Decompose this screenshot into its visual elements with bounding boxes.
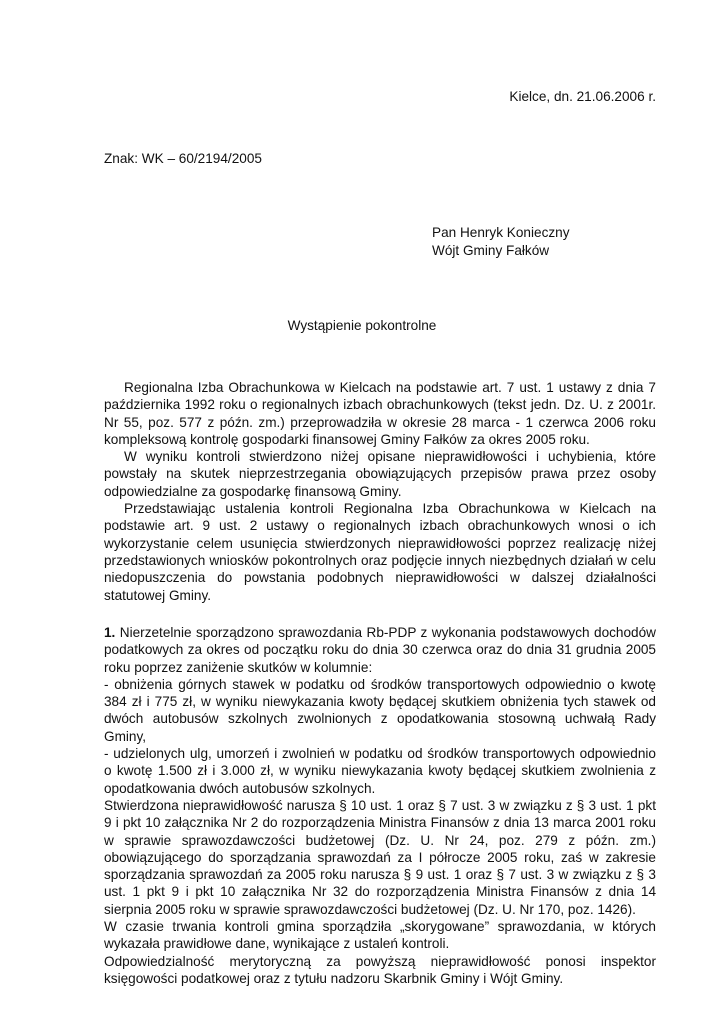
responsibility-paragraph: Odpowiedzialność merytoryczną za powyższą nieprawidłowość ponosi inspektor księgowości podatkowej oraz z tytułu nadzoru Skarbnik Gminy i Wójt Gminy.	[104, 953, 656, 986]
finding-item-1: - obniżenia górnych stawek w podatku od środków transportowych odpowiednio o kwotę 384 zł i 775 zł, w wyniku niewykazania kwoty będącej skutkiem obniżenia tych stawek od dwóch autobusów szkolnych zwolnionych z opodatkowania stosowną uchwałą Rady Gminy,	[104, 676, 656, 744]
addressee-name: Pan Henryk Konieczny	[432, 225, 570, 240]
finding-number: 1.	[104, 625, 116, 640]
violation-paragraph: Stwierdzona nieprawidłowość narusza § 10 ust. 1 oraz § 7 ust. 3 w związku z § 3 ust. 1 pkt 9 i pkt 10 załącznika Nr 2 do rozporządzenia Ministra Finansów z dnia 13 marca 2001 roku w sprawie sprawozdawczości budżetowej (Dz. U. Nr 24, poz. 279 z późn. zm.) obowiązującego do sporządzania sprawozdań za I półrocze 2005 roku, zaś w zakresie sporządzania sprawozdań za 2005 roku narusza § 9 ust. 1 oraz § 7 ust. 3 w związku z § 3 ust. 1 pkt 9 i pkt 10 załącznika Nr 32 do rozporządzenia Ministra Finansów z dnia 14 sierpnia 2005 roku w sprawie sprawozdawczości budżetowej (Dz. U. Nr 170, poz. 1426).	[104, 797, 656, 917]
addressee-block	[432, 224, 570, 260]
intro-paragraph-1: Regionalna Izba Obrachunkowa w Kielcach na podstawie art. 7 ust. 1 ustawy z dnia 7 października 1992 roku o regionalnych izbach obrachunkowych (tekst jedn. Dz. U. z 2001r. Nr 55, poz. 577 z późn. zm.) przeprowadziła w okresie 28 marca - 1 czerwca 2006 roku kompleksową kontrolę gospodarki finansowej Gminy Fałków za okres 2005 roku.	[104, 380, 656, 447]
finding-lead-text: Nierzetelnie sporządzono sprawozdania Rb-PDP z wykonania podstawowych dochodów podatkowych za okres od początku roku do dnia 30 czerwca oraz do dnia 31 grudnia 2005 roku poprzez zaniżenie skutków w kolumnie:	[104, 625, 656, 675]
intro-section	[104, 379, 656, 604]
addressee-position: Wójt Gminy Fałków	[432, 243, 550, 258]
finding-1-section	[104, 624, 656, 987]
finding-item-2: - udzielonych ulg, umorzeń i zwolnień w podatku od środków transportowych odpowiednio o kwotę 1.500 zł i 3.000 zł, w wyniku niewykazania kwoty będącej skutkiem zwolnienia z opodatkowania dwóch autobusów szkolnych.	[104, 746, 656, 796]
document-title: Wystąpienie pokontrolne	[287, 318, 437, 333]
intro-paragraph-2: W wyniku kontroli stwierdzono niżej opisane nieprawidłowości i uchybienia, które powstały na skutek nieprzestrzegania obowiązujących przepisów prawa przez osoby odpowiedzialne za gospodarkę finansową Gminy.	[104, 449, 656, 499]
finding-1-lead-paragraph	[104, 624, 656, 676]
intro-paragraph-3: Przedstawiając ustalenia kontroli Regionalna Izba Obrachunkowa w Kielcach na podstawie art. 9 ust. 2 ustawy o regionalnych izbach obrachunkowych wnosi o ich wykorzystanie celem usunięcia stwierdzonych nieprawidłowości poprzez realizację niżej przedstawionych wniosków pokontrolnych oraz podjęcie innych niezbędnych działań w celu niedopuszczenia do powstania podobnych nieprawidłowości w dalszej działalności statutowej Gminy.	[104, 501, 656, 603]
place-date: Kielce, dn. 21.06.2006 r.	[509, 89, 656, 104]
correction-paragraph: W czasie trwania kontroli gmina sporządziła „skorygowane” sprawozdania, w których wykazała prawidłowe dane, wynikające z ustaleń kontroli.	[104, 919, 656, 952]
reference-number: Znak: WK – 60/2194/2005	[104, 151, 262, 166]
